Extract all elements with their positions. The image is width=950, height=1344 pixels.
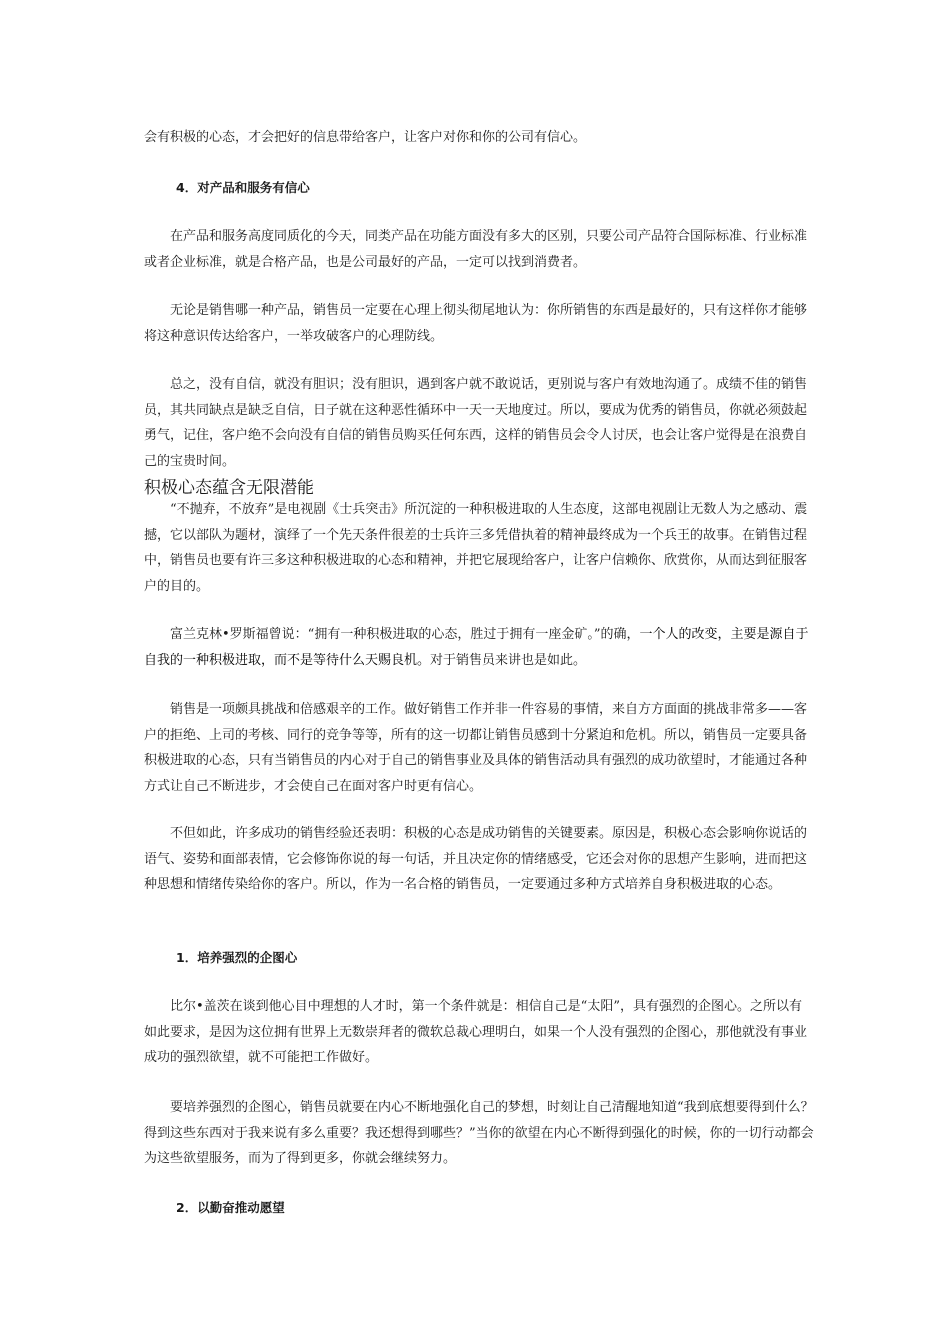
roosevelt-emphasis: 一个人的改变，主要是源自于自我的一种积极进取，而不是等待什么天赐良机。 [144,627,809,668]
paragraph-intro-tail: 会有积极的心态，才会把好的信息带给客户，让客户对你和你的公司有信心。 [144,130,587,145]
section-title: 积极心态蕴含无限潜能 [144,478,314,498]
paragraph-soldier: “不抛弃，不放弃”是电视剧《士兵突击》所沉淀的一种积极进取的人生态度，这部电视剧让无数人为之感动、震撼，它以部队为题材，演绎了一个先天条件很差的士兵许三多凭借执着的精神最终成为一个兵王的故事。在销售过程中，销售员也要有许三多这种积极进取的心态和精神，并把它展现给客户，让客户信赖你、欣赏你，从而达到征服客户的目的。 [144,502,808,594]
paragraph-experience: 不但如此，许多成功的销售经验还表明：积极的心态是成功销售的关键要素。原因是，积极心态会影响你说话的语气、姿势和面部表情，它会修饰你说的每一句话，并且决定你的情绪感受，它还会对你的思想产生影响，进而把这种思想和情绪传染给你的客户。所以，作为一名合格的销售员，一定要通过多种方式培养自身积极进取的心态。 [144,826,808,892]
paragraph-product-2: 无论是销售哪一种产品，销售员一定要在心理上彻头彻尾地认为：你所销售的东西是最好的，只有这样你才能够将这种意识传达给客户，一举攻破客户的心理防线。 [144,303,808,344]
paragraph-product-1: 在产品和服务高度同质化的今天，同类产品在功能方面没有多大的区别，只要公司产品符合国际标准、行业标准或者企业标准，就是合格产品，也是公司最好的产品，一定可以找到消费者。 [144,229,808,270]
paragraph-gates: 比尔•盖茨在谈到他心目中理想的人才时，第一个条件就是：相信自己是“太阳”，具有强烈的企图心。之所以有如此要求，是因为这位拥有世界上无数崇拜者的微软总裁心理明白，如果一个人没有强烈的企图心，那他就没有事业成功的强烈欲望，就不可能把工作做好。 [144,999,808,1065]
roosevelt-quote: 富兰克林•罗斯福曾说：“拥有一种积极进取的心态，胜过于拥有一座金矿。”的确， [170,627,640,642]
roosevelt-tail: 对于销售员来讲也是如此。 [430,652,587,668]
heading-ambition: 1．培养强烈的企图心 [176,950,298,965]
heading-product-confidence: 4．对产品和服务有信心 [176,180,310,195]
paragraph-summary: 总之，没有自信，就没有胆识；没有胆识，遇到客户就不敢说话，更别说与客户有效地沟通了。成绩不佳的销售员，其共同缺点是缺乏自信，日子就在这种恶性循环中一天一天地度过。所以，要成为优秀的销售员，你就必须鼓起勇气，记住，客户绝不会向没有自信的销售员购买任何东西，这样的销售员会令人讨厌，也会让客户觉得是在浪费自己的宝贵时间。 [144,377,808,469]
paragraph-ambition: 要培养强烈的企图心，销售员就要在内心不断地强化自己的梦想，时刻让自己清醒地知道“我到底想要得到什么？得到这些东西对于我来说有多么重要？我还想得到哪些？”当你的欲望在内心不断得到强化的时候，你的一切行动都会为这些欲望服务，而为了得到更多，你就会继续努力。 [144,1100,814,1166]
paragraph-roosevelt [144,622,814,673]
heading-diligence: 2．以勤奋推动愿望 [176,1200,285,1215]
paragraph-challenge: 销售是一项颇具挑战和倍感艰辛的工作。做好销售工作并非一件容易的事情，来自方方面面的挑战非常多——客户的拒绝、上司的考核、同行的竞争等等，所有的这一切都让销售员感到十分紧迫和危机。所以，销售员一定要具备积极进取的心态，只有当销售员的内心对于自己的销售事业及具体的销售活动具有强烈的成功欲望时，才能通过各种方式让自己不断进步，才会使自己在面对客户时更有信心。 [144,702,808,794]
